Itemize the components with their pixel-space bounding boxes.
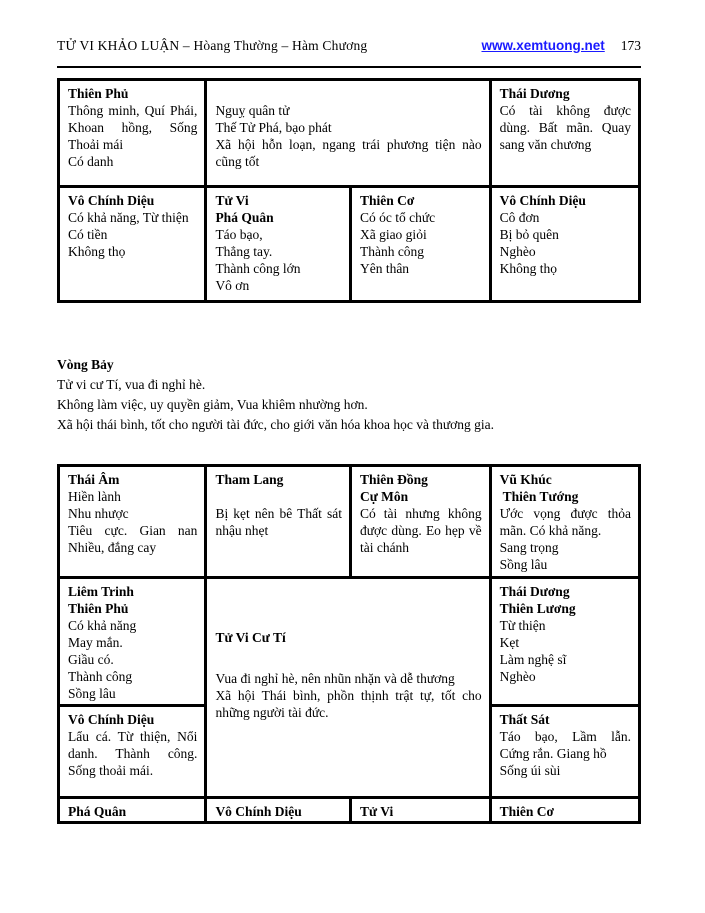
- cell-tu-vi-cu-ti: [207, 579, 488, 796]
- cell-title: Thiên Tướng: [502, 489, 579, 504]
- cell-thai-duong: [492, 81, 638, 185]
- cell-title: Thái Dương: [499, 86, 570, 101]
- cell-title: Tử Vi: [215, 193, 249, 208]
- cell-title: Vô Chính Diệu: [68, 712, 155, 727]
- cell-title: Phá Quân: [68, 804, 127, 819]
- cell-text: Có khả năng: [68, 618, 137, 633]
- cell-vo-chinh-dieu-left: [60, 188, 204, 300]
- cell-thai-duong-thien-luong: [492, 579, 638, 704]
- cell-text: Yên thân: [359, 261, 410, 276]
- cell-text: Có tài không được dùng. Bất mãn. Quay sang văn chương: [499, 103, 631, 152]
- cell-vo-chinh-dieu-right: [492, 188, 638, 300]
- cell-liem-trinh-thien-phu: [60, 579, 204, 704]
- cell-title: Thiên Phủ: [68, 601, 129, 616]
- cell-text: Bị bỏ quên: [499, 227, 559, 242]
- top-chart-table: [57, 78, 641, 303]
- cell-vo-chinh-dieu-footer: [207, 799, 349, 821]
- cell-text: Làm nghệ sĩ: [499, 652, 567, 667]
- cell-title: Vô Chính Diệu: [499, 193, 586, 208]
- cell-text: Có tiền: [68, 227, 108, 242]
- cell-text: Nguỵ quân tử: [215, 103, 290, 118]
- cell-text: Bị kẹt nên bê Thất sát nhậu nhẹt: [215, 506, 342, 538]
- cell-title: Vô Chính Diệu: [215, 804, 302, 819]
- cell-text: Vua đi nghỉ hè, nên nhũn nhặn và dễ thương: [215, 671, 455, 686]
- cell-vo-chinh-dieu-bottom: [60, 707, 204, 796]
- cell-title: Thái Dương: [499, 584, 570, 599]
- cell-title: Cự Môn: [359, 489, 409, 504]
- spacer: [215, 646, 481, 670]
- cell-text: Xã hội Thái bình, phồn thịnh trật tự, tốt cho những người tài đức.: [215, 688, 482, 720]
- cell-title: Vũ Khúc: [499, 472, 552, 487]
- cell-text: Cô đơn: [499, 210, 540, 225]
- cell-thien-dong-cu-mon: [352, 467, 489, 576]
- page-header: [57, 38, 641, 54]
- cell-title: Tham Lang: [215, 472, 284, 487]
- cell-text: Sồng lâu: [499, 557, 548, 572]
- cell-thien-phu: [60, 81, 204, 185]
- cell-title: Thiên Phủ: [68, 86, 129, 101]
- cell-text: May mắn.: [68, 635, 123, 650]
- cell-title: Thiên Lương: [499, 601, 576, 616]
- cell-tu-vi-footer: [352, 799, 489, 821]
- bottom-chart-table: [57, 464, 641, 824]
- cell-text: Táo bạo, Lầm lẫn. Cứng rắn. Giang hồ: [499, 729, 631, 761]
- cell-title: Thiên Đồng: [359, 472, 428, 487]
- cell-pha-quan-footer: [60, 799, 204, 821]
- cell-vu-khuc-thien-tuong: [492, 467, 638, 576]
- cell-text: Có khả năng, Từ thiện: [68, 210, 189, 225]
- cell-thien-co: [352, 188, 489, 300]
- cell-text: Nghèo: [499, 244, 536, 259]
- cell-text: Sang trọng: [499, 540, 559, 555]
- cell-text: Ước vọng được thỏa mãn. Có khả năng.: [499, 506, 631, 538]
- section-line: Xã hội thái bình, tốt cho người tài đức, cho giới văn hóa khoa học và thương gia.: [57, 417, 495, 432]
- cell-text: Kẹt: [499, 635, 520, 650]
- cell-title: Tử Vi: [359, 804, 394, 819]
- cell-title: Phá Quân: [215, 210, 274, 225]
- cell-title: Thất Sát: [499, 712, 550, 727]
- cell-thien-co-footer: [492, 799, 638, 821]
- cell-text: Thông minh, Quí Phái, Khoan hồng, Sống Thoải mái: [68, 103, 198, 152]
- page-number: 173: [620, 38, 641, 53]
- cell-nguy-quan-tu: [207, 81, 488, 185]
- cell-text: Không thọ: [499, 261, 557, 276]
- cell-text: Sống úi sùi: [499, 763, 561, 778]
- cell-text: Thế Tử Phá, bạo phát: [215, 120, 332, 135]
- cell-text: Không thọ: [68, 244, 126, 259]
- cell-text: Hiền lành: [68, 489, 121, 504]
- cell-text: Thành công: [68, 669, 133, 684]
- cell-title: Tử Vi Cư Tí: [215, 630, 286, 645]
- cell-text: Có óc tổ chức: [359, 210, 436, 225]
- spacer: [215, 488, 342, 505]
- cell-text: Thành công lớn: [215, 261, 301, 276]
- cell-text: Thành công: [359, 244, 425, 259]
- cell-text: Giầu có.: [68, 652, 114, 667]
- cell-title: Thiên Cơ: [499, 804, 554, 819]
- cell-tu-vi-pha-quan: [207, 188, 349, 300]
- vong-bay-section: [57, 355, 641, 435]
- cell-title: Liêm Trinh: [68, 584, 134, 599]
- header-right: [481, 38, 641, 54]
- cell-text: Nhu nhược: [68, 506, 129, 521]
- cell-text: Nghèo: [499, 669, 536, 684]
- section-line: Không làm việc, uy quyền giảm, Vua khiêm nhường hơn.: [57, 397, 368, 412]
- section-heading: Vòng Bảy: [57, 357, 114, 372]
- book-title: TỬ VI KHẢO LUẬN – Hòang Thường – Hàm Chương: [57, 38, 368, 53]
- cell-text: Thẳng tay.: [215, 244, 273, 259]
- header-rule: [57, 66, 641, 68]
- cell-text: Lẩu cá. Từ thiện, Nổi danh. Thành công. Sống thoải mái.: [68, 729, 198, 778]
- cell-tham-lang: [207, 467, 349, 576]
- cell-text: Táo bạo,: [215, 227, 263, 242]
- website-link[interactable]: www.xemtuong.net: [481, 38, 605, 53]
- cell-title: Thái Âm: [68, 472, 120, 487]
- cell-title: Vô Chính Diệu: [68, 193, 155, 208]
- cell-text: Từ thiện: [499, 618, 546, 633]
- section-line: Tử vi cư Tí, vua đi nghỉ hè.: [57, 377, 206, 392]
- cell-title: Thiên Cơ: [359, 193, 415, 208]
- cell-text: Vô ơn: [215, 278, 250, 293]
- cell-text: Tiêu cực. Gian nan Nhiều, đắng cay: [68, 523, 198, 555]
- cell-text: Có danh: [68, 154, 114, 169]
- cell-text: Xã giao giỏi: [359, 227, 427, 242]
- cell-thai-am: [60, 467, 204, 576]
- cell-text: Có tài nhưng không được dùng. Eo hẹp về tài chánh: [359, 506, 482, 555]
- cell-that-sat: [492, 707, 638, 796]
- cell-text: Sồng lâu: [68, 686, 116, 701]
- cell-text: Xã hội hỗn loạn, ngang trái phương tiện nào cũng tốt: [215, 137, 482, 169]
